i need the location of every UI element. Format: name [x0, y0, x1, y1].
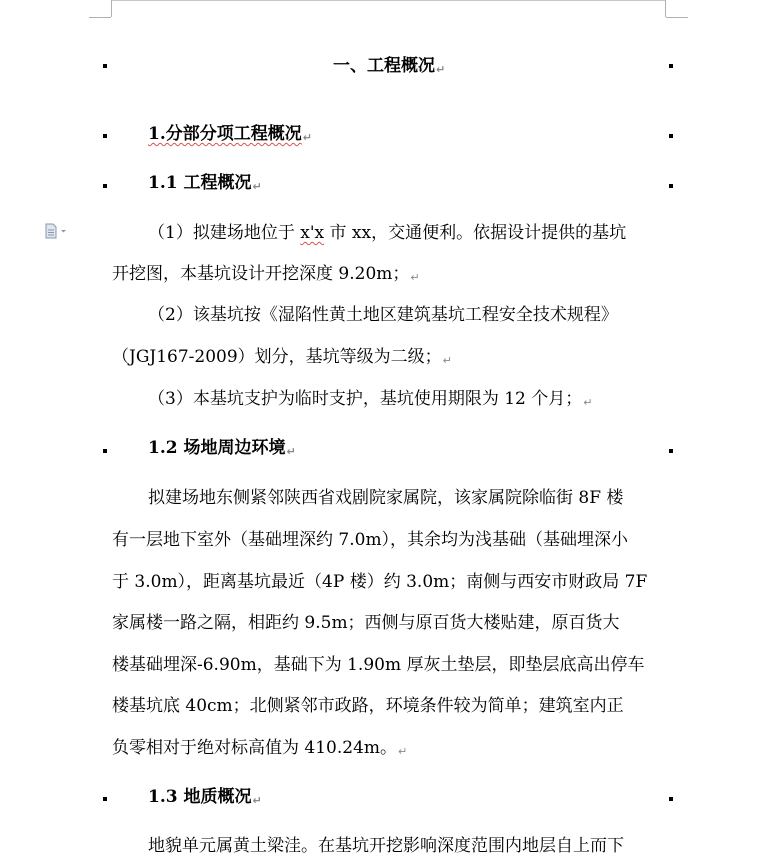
- return-mark: ↵: [436, 63, 446, 76]
- return-mark: ↵: [286, 445, 296, 458]
- paragraph-line[interactable]: [112, 530, 628, 550]
- title-text: 一、工程概况: [333, 56, 435, 76]
- paragraph-line[interactable]: [148, 223, 626, 243]
- paragraph-mark: [669, 134, 673, 138]
- paragraph-mark: [103, 184, 107, 188]
- paragraph-line[interactable]: [148, 305, 618, 325]
- misspelled-word[interactable]: x'x: [300, 223, 325, 243]
- paragraph-mark: [103, 797, 107, 801]
- text-run: 开挖图，本基坑设计开挖深度 9.20m；: [112, 264, 410, 284]
- document-title[interactable]: [333, 56, 445, 76]
- text-run: 地貌单元属黄土梁洼。在基坑开挖影响深度范围内地层自上而下: [148, 836, 624, 856]
- text-run: 楼基础埋深-6.90m，基础下为 1.90m 厚灰土垫层，即垫层底高出停车: [112, 655, 645, 675]
- heading-1[interactable]: [148, 124, 312, 144]
- heading-1-3[interactable]: [148, 787, 262, 807]
- text-run: 有一层地下室外（基础埋深约 7.0m），其余均为浅基础（基础埋深小: [112, 530, 629, 550]
- paragraph-mark: [669, 184, 673, 188]
- heading-text: 1.1 工程概况: [148, 173, 252, 193]
- heading-text: 1.分部分项工程概况: [148, 124, 302, 144]
- paragraph-line[interactable]: [112, 264, 420, 284]
- paragraph-line[interactable]: [148, 389, 592, 409]
- return-mark: ↵: [442, 354, 452, 367]
- paragraph-mark: [669, 449, 673, 453]
- heading-text: 1.3 地质概况: [148, 787, 252, 807]
- paragraph-line[interactable]: [112, 572, 647, 592]
- crop-mark-right: [665, 0, 666, 17]
- crop-mark-left: [111, 0, 112, 17]
- text-run: 于 3.0m），距离基坑最近（4P 楼）约 3.0m；南侧与西安市财政局 7F: [112, 572, 648, 592]
- text-run: 拟建场地东侧紧邻陕西省戏剧院家属院，该家属院除临街 8F 楼: [148, 488, 624, 508]
- paragraph-line[interactable]: [148, 488, 623, 508]
- return-mark: ↵: [398, 745, 408, 758]
- paragraph-line[interactable]: [112, 738, 407, 758]
- text-run: 楼基坑底 40cm；北侧紧邻市政路，环境条件较为简单；建筑室内正: [112, 696, 624, 716]
- paragraph-mark: [103, 64, 107, 68]
- text-run: （1）拟建场地位于: [148, 223, 301, 243]
- heading-1-2[interactable]: [148, 438, 296, 458]
- paragraph-mark: [103, 134, 107, 138]
- text-run: （JGJ167-2009）划分，基坑等级为二级；: [112, 347, 442, 367]
- text-run: 负零相对于绝对标高值为 410.24m。: [112, 738, 398, 758]
- paragraph-mark: [669, 797, 673, 801]
- text-run: 市 xx，交通便利。依据设计提供的基坑: [324, 223, 627, 243]
- text-run: 家属楼一路之隔，相距约 9.5m；西侧与原百货大楼贴建，原百货大: [112, 613, 620, 633]
- paragraph-line[interactable]: [112, 655, 645, 675]
- return-mark: ↵: [252, 794, 262, 807]
- text-run: （3）本基坑支护为临时支护，基坑使用期限为 12 个月；: [148, 389, 583, 409]
- crop-mark-right-h: [666, 17, 688, 18]
- paragraph-mark: [103, 449, 107, 453]
- paragraph-mark: [669, 64, 673, 68]
- return-mark: ↵: [252, 180, 262, 193]
- paragraph-line[interactable]: [112, 696, 624, 716]
- paragraph-line[interactable]: [112, 613, 620, 633]
- crop-mark-left-h: [89, 17, 111, 18]
- heading-text: 1.2 场地周边环境: [148, 438, 286, 458]
- text-run: （2）该基坑按《湿陷性黄土地区建筑基坑工程安全技术规程》: [148, 305, 618, 325]
- heading-1-1[interactable]: [148, 173, 262, 193]
- paragraph-line[interactable]: [112, 347, 452, 367]
- page-top-edge: [111, 0, 666, 1]
- return-mark: ↵: [583, 396, 593, 409]
- return-mark: ↵: [410, 271, 420, 284]
- paragraph-line[interactable]: [148, 836, 624, 856]
- document-options-icon[interactable]: [44, 223, 68, 239]
- return-mark: ↵: [302, 131, 312, 144]
